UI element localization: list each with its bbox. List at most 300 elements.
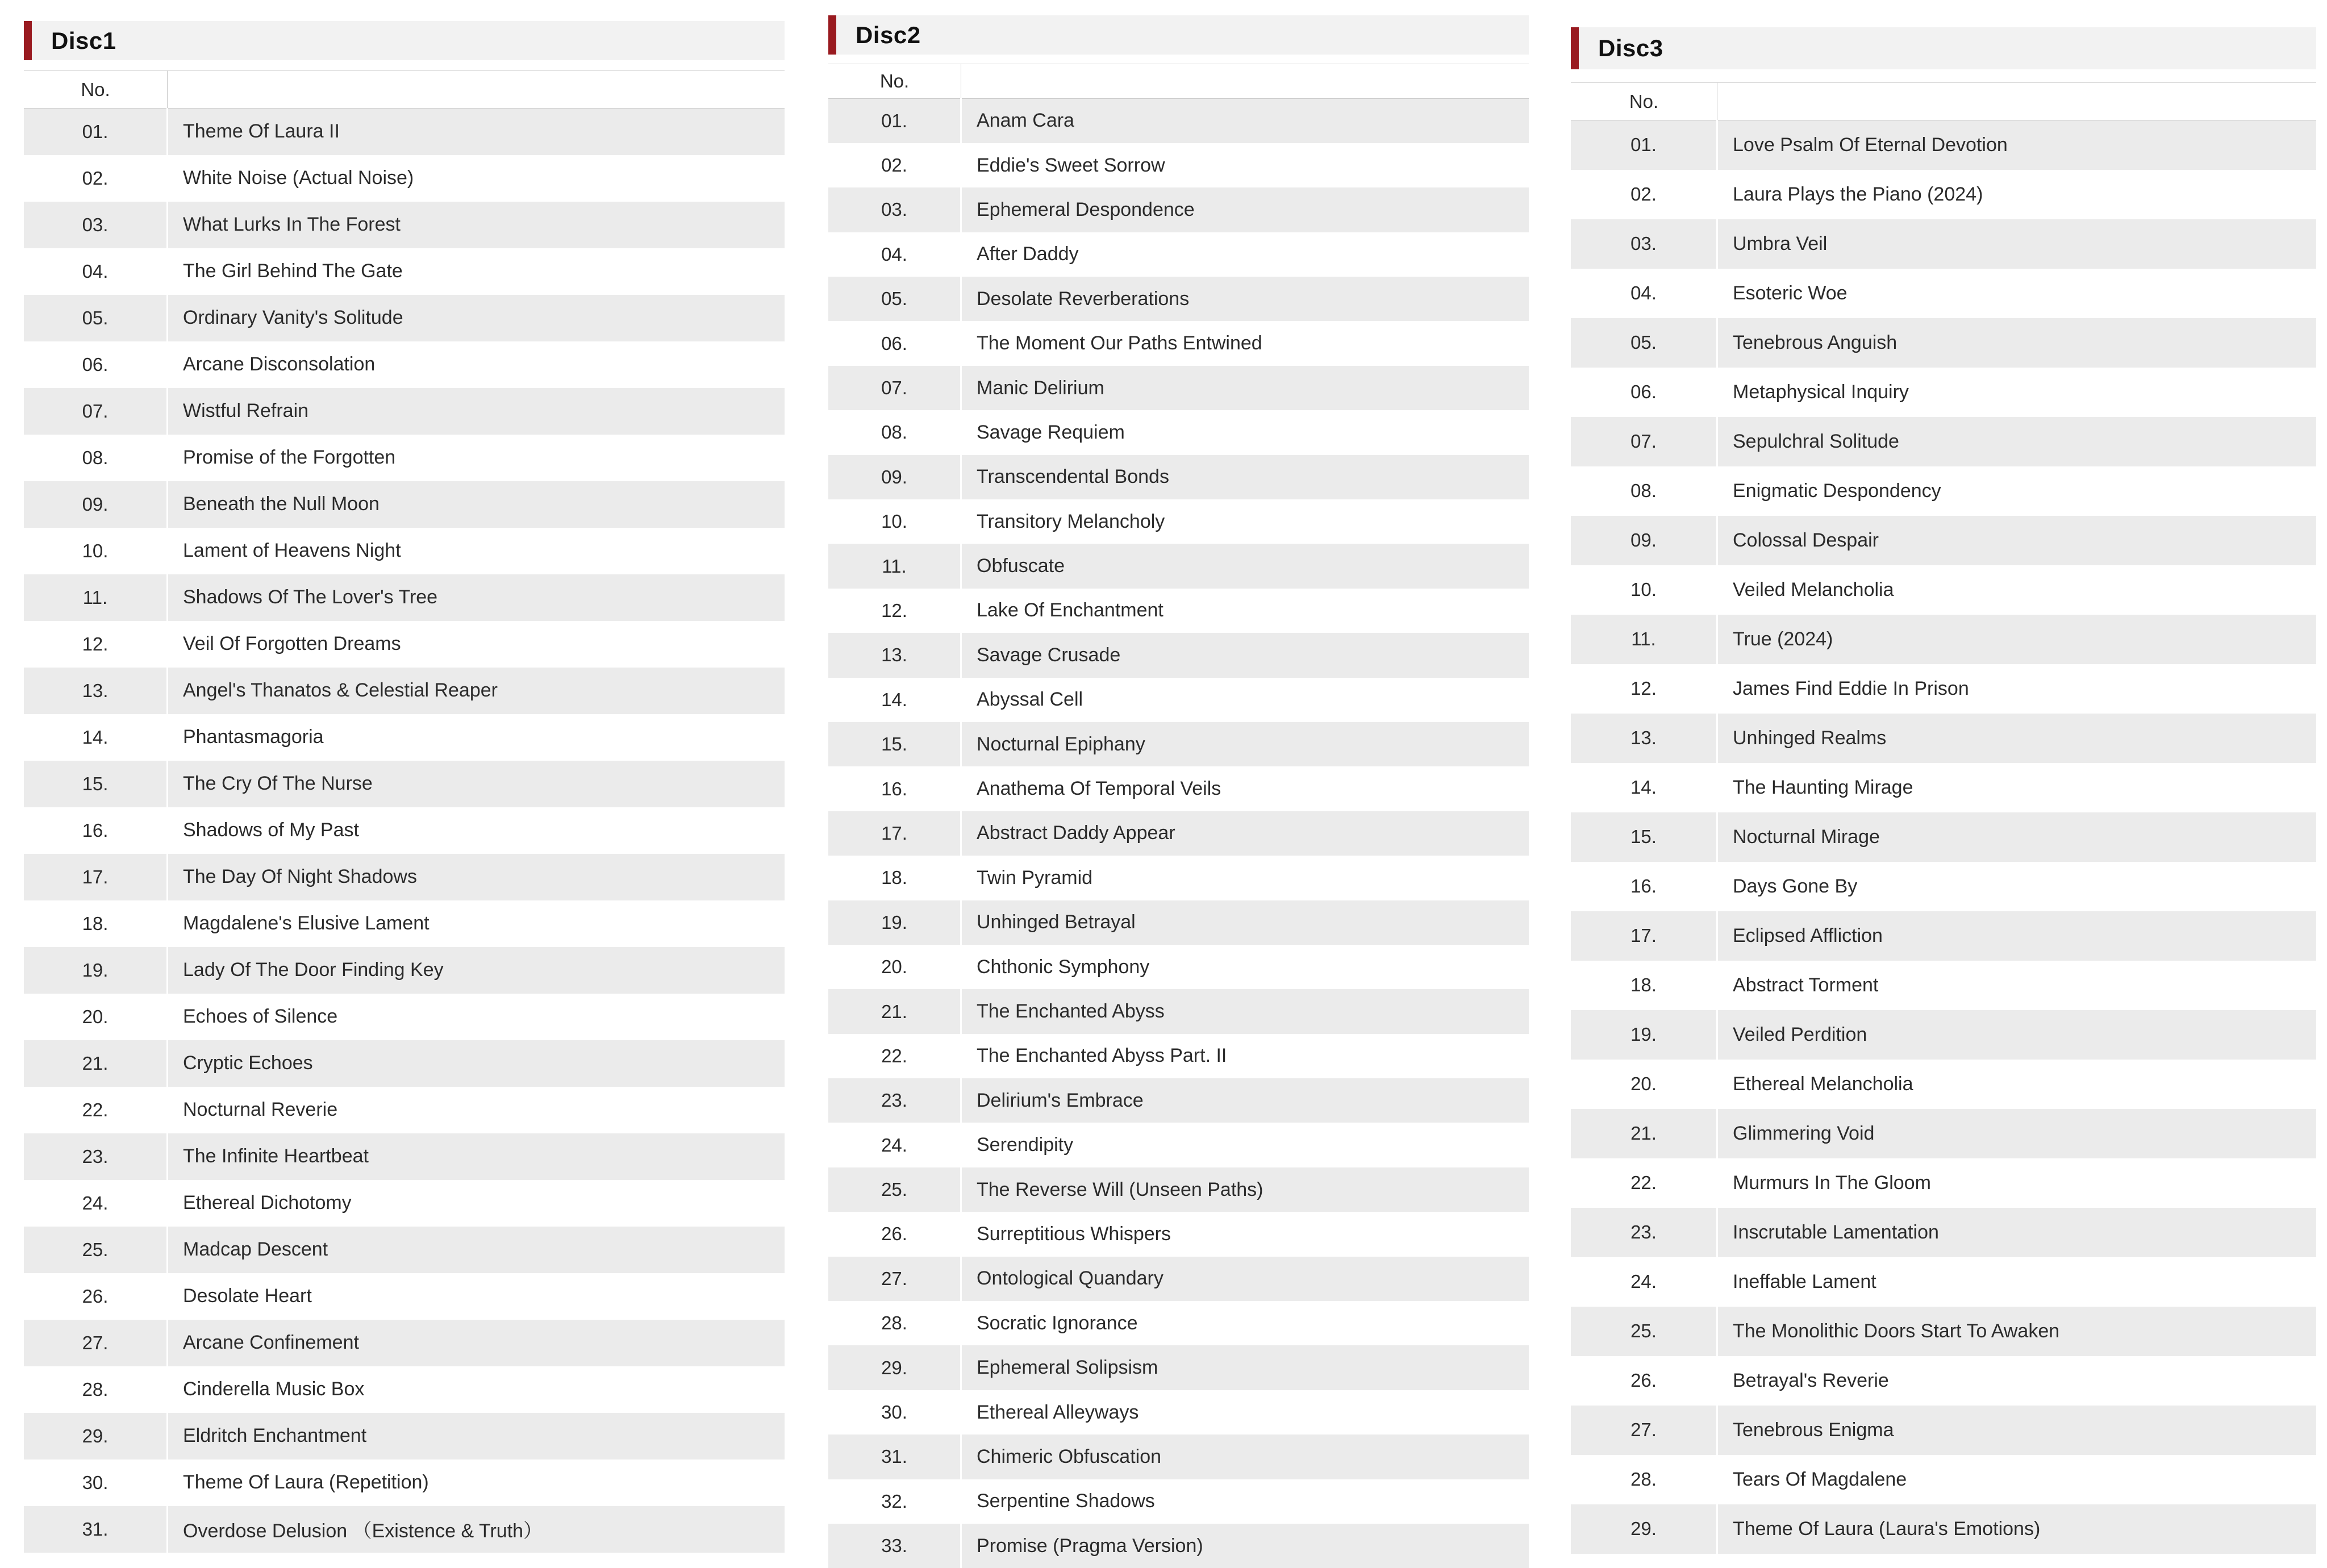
track-row: [1571, 664, 2316, 714]
track-row: [828, 1078, 1529, 1123]
track-number: 06.: [1571, 368, 1717, 417]
track-row: [828, 678, 1529, 722]
disc1-title: Disc1: [51, 27, 116, 55]
track-number: 28.: [828, 1301, 961, 1345]
track-number: 09.: [1571, 516, 1717, 565]
track-row: [1571, 565, 2316, 615]
track-number: 33.: [828, 1524, 961, 1568]
track-title: The Enchanted Abyss: [961, 989, 1529, 1033]
track-title: Ethereal Dichotomy: [168, 1180, 785, 1227]
track-number: 23.: [24, 1133, 168, 1180]
disc2-section: [828, 15, 1529, 1568]
track-row: [24, 1040, 785, 1087]
disc2-tracklist-body: [828, 99, 1529, 1568]
track-number: 04.: [828, 232, 961, 277]
track-title: White Noise (Actual Noise): [168, 155, 785, 202]
track-number: 26.: [24, 1273, 168, 1320]
track-number: 07.: [1571, 417, 1717, 466]
track-row: [24, 435, 785, 481]
track-title: Abstract Daddy Appear: [961, 811, 1529, 856]
track-title: Savage Crusade: [961, 633, 1529, 677]
track-number: 02.: [828, 143, 961, 187]
track-title: Colossal Despair: [1717, 516, 2317, 565]
track-number: 31.: [828, 1434, 961, 1479]
track-number: 27.: [828, 1257, 961, 1301]
track-number: 24.: [1571, 1257, 1717, 1307]
track-title: Unhinged Realms: [1717, 714, 2317, 763]
track-row: [828, 633, 1529, 677]
track-number: 29.: [24, 1413, 168, 1459]
track-row: [1571, 466, 2316, 516]
track-title: The Monolithic Doors Start To Awaken: [1717, 1307, 2317, 1356]
track-row: [24, 621, 785, 668]
track-row: [1571, 1406, 2316, 1455]
track-number: 16.: [24, 807, 168, 854]
track-title: Beneath the Null Moon: [168, 481, 785, 528]
track-title: Love Psalm Of Eternal Devotion: [1717, 120, 2317, 170]
track-title: Sepulchral Solitude: [1717, 417, 2317, 466]
track-title: Socratic Ignorance: [961, 1301, 1529, 1345]
track-number: 22.: [828, 1034, 961, 1078]
track-number: 18.: [1571, 961, 1717, 1010]
track-row: [24, 1180, 785, 1227]
disc3-header: [1571, 27, 2316, 69]
track-title: Theme Of Laura II: [168, 109, 785, 155]
track-title: Theme Of Laura (Laura's Emotions): [1717, 1504, 2317, 1554]
track-row: [828, 589, 1529, 633]
track-number: 21.: [1571, 1109, 1717, 1158]
track-title: Days Gone By: [1717, 862, 2317, 911]
track-row: [1571, 1455, 2316, 1504]
track-number: 07.: [24, 388, 168, 435]
track-title: Eclipsed Affliction: [1717, 911, 2317, 961]
track-number: 18.: [24, 900, 168, 947]
track-title: Veiled Perdition: [1717, 1010, 2317, 1060]
track-title: The Reverse Will (Unseen Paths): [961, 1167, 1529, 1212]
track-title: Eldritch Enchantment: [168, 1413, 785, 1459]
track-row: [1571, 219, 2316, 269]
track-title: Inscrutable Lamentation: [1717, 1208, 2317, 1257]
track-row: [828, 277, 1529, 321]
track-number: 22.: [24, 1087, 168, 1133]
track-row: [1571, 1257, 2316, 1307]
track-title: Abyssal Cell: [961, 678, 1529, 722]
track-row: [24, 248, 785, 295]
track-number: 08.: [24, 435, 168, 481]
track-number: 25.: [24, 1227, 168, 1273]
track-row: [828, 143, 1529, 187]
track-title: Serpentine Shadows: [961, 1479, 1529, 1524]
track-title: Arcane Confinement: [168, 1320, 785, 1366]
track-row: [1571, 812, 2316, 862]
track-row: [828, 1434, 1529, 1479]
track-row: [1571, 763, 2316, 812]
track-number: 17.: [24, 854, 168, 900]
track-row: [24, 714, 785, 761]
track-number: 28.: [24, 1366, 168, 1413]
track-number: 22.: [1571, 1158, 1717, 1208]
track-title: Tenebrous Anguish: [1717, 318, 2317, 368]
track-title: Umbra Veil: [1717, 219, 2317, 269]
track-row: [828, 1301, 1529, 1345]
track-number: 24.: [828, 1123, 961, 1167]
tracklist-header-row: [1571, 83, 2316, 120]
track-number: 11.: [828, 544, 961, 588]
track-title: Eddie's Sweet Sorrow: [961, 143, 1529, 187]
no-column-header: No.: [828, 64, 961, 99]
track-row: [24, 854, 785, 900]
track-title: After Daddy: [961, 232, 1529, 277]
track-title: Anam Cara: [961, 99, 1529, 143]
track-number: 01.: [24, 109, 168, 155]
track-number: 02.: [24, 155, 168, 202]
track-title: Tears Of Magdalene: [1717, 1455, 2317, 1504]
track-row: [828, 410, 1529, 454]
track-title: Nocturnal Epiphany: [961, 722, 1529, 766]
track-number: 03.: [828, 187, 961, 232]
track-title: Ineffable Lament: [1717, 1257, 2317, 1307]
track-title: Abstract Torment: [1717, 961, 2317, 1010]
track-row: [24, 1320, 785, 1366]
track-title: The Haunting Mirage: [1717, 763, 2317, 812]
track-number: 07.: [828, 366, 961, 410]
track-number: 05.: [828, 277, 961, 321]
track-number: 15.: [828, 722, 961, 766]
track-row: [24, 1087, 785, 1133]
track-number: 27.: [24, 1320, 168, 1366]
track-title: Serendipity: [961, 1123, 1529, 1167]
no-column-header: No.: [24, 71, 168, 109]
disc3-section: [1571, 27, 2316, 1554]
track-row: [24, 668, 785, 714]
track-row: [1571, 516, 2316, 565]
track-title: Madcap Descent: [168, 1227, 785, 1273]
track-number: 08.: [828, 410, 961, 454]
track-row: [24, 900, 785, 947]
track-number: 05.: [1571, 318, 1717, 368]
track-number: 19.: [1571, 1010, 1717, 1060]
track-title: Twin Pyramid: [961, 856, 1529, 900]
track-row: [828, 544, 1529, 588]
track-title: Ephemeral Solipsism: [961, 1345, 1529, 1390]
track-title: Shadows of My Past: [168, 807, 785, 854]
track-title: Cinderella Music Box: [168, 1366, 785, 1413]
track-number: 25.: [1571, 1307, 1717, 1356]
track-row: [24, 994, 785, 1040]
track-number: 30.: [828, 1390, 961, 1434]
track-row: [828, 321, 1529, 365]
track-row: [828, 99, 1529, 143]
track-title: The Moment Our Paths Entwined: [961, 321, 1529, 365]
track-title: James Find Eddie In Prison: [1717, 664, 2317, 714]
track-title: Esoteric Woe: [1717, 269, 2317, 318]
track-number: 05.: [24, 295, 168, 341]
track-number: 16.: [828, 766, 961, 811]
track-number: 14.: [1571, 763, 1717, 812]
track-row: [24, 528, 785, 574]
track-row: [828, 187, 1529, 232]
track-title: True (2024): [1717, 615, 2317, 664]
track-number: 12.: [1571, 664, 1717, 714]
track-title: Ontological Quandary: [961, 1257, 1529, 1301]
track-number: 26.: [1571, 1356, 1717, 1406]
track-row: [1571, 862, 2316, 911]
track-number: 06.: [24, 341, 168, 388]
track-title: The Enchanted Abyss Part. II: [961, 1034, 1529, 1078]
track-row: [828, 766, 1529, 811]
track-row: [24, 481, 785, 528]
track-row: [1571, 1010, 2316, 1060]
track-row: [24, 1227, 785, 1273]
track-row: [828, 1524, 1529, 1568]
track-number: 30.: [24, 1459, 168, 1506]
track-title: Lament of Heavens Night: [168, 528, 785, 574]
track-title: Manic Delirium: [961, 366, 1529, 410]
track-row: [1571, 170, 2316, 219]
track-number: 15.: [1571, 812, 1717, 862]
track-number: 02.: [1571, 170, 1717, 219]
track-row: [828, 945, 1529, 989]
track-row: [24, 109, 785, 155]
track-number: 13.: [828, 633, 961, 677]
track-row: [1571, 1356, 2316, 1406]
tracklist-header-row: [24, 71, 785, 109]
track-number: 24.: [24, 1180, 168, 1227]
disc1-section: [24, 21, 785, 1553]
track-number: 10.: [1571, 565, 1717, 615]
track-row: [828, 366, 1529, 410]
track-title: Metaphysical Inquiry: [1717, 368, 2317, 417]
track-title: Echoes of Silence: [168, 994, 785, 1040]
track-number: 20.: [828, 945, 961, 989]
track-number: 23.: [1571, 1208, 1717, 1257]
track-number: 01.: [1571, 120, 1717, 170]
track-title: Chthonic Symphony: [961, 945, 1529, 989]
track-row: [1571, 269, 2316, 318]
track-number: 10.: [828, 499, 961, 544]
track-number: 12.: [828, 589, 961, 633]
track-title: Theme Of Laura (Repetition): [168, 1459, 785, 1506]
track-row: [828, 455, 1529, 499]
track-row: [828, 900, 1529, 945]
track-number: 20.: [24, 994, 168, 1040]
track-row: [24, 761, 785, 807]
track-number: 16.: [1571, 862, 1717, 911]
track-row: [24, 295, 785, 341]
track-row: [24, 155, 785, 202]
track-row: [1571, 714, 2316, 763]
track-number: 11.: [24, 574, 168, 621]
track-number: 01.: [828, 99, 961, 143]
track-number: 29.: [1571, 1504, 1717, 1554]
track-row: [1571, 417, 2316, 466]
track-title: The Infinite Heartbeat: [168, 1133, 785, 1180]
track-number: 15.: [24, 761, 168, 807]
track-row: [24, 202, 785, 248]
track-row: [24, 574, 785, 621]
track-row: [1571, 1158, 2316, 1208]
track-number: 25.: [828, 1167, 961, 1212]
disc3-tracklist-body: [1571, 120, 2316, 1554]
track-row: [24, 1413, 785, 1459]
track-number: 12.: [24, 621, 168, 668]
track-title: The Cry Of The Nurse: [168, 761, 785, 807]
track-row: [1571, 1504, 2316, 1554]
disc3-title: Disc3: [1598, 35, 1663, 62]
track-number: 09.: [24, 481, 168, 528]
track-row: [1571, 318, 2316, 368]
track-title: Transcendental Bonds: [961, 455, 1529, 499]
track-number: 10.: [24, 528, 168, 574]
track-title: Chimeric Obfuscation: [961, 1434, 1529, 1479]
track-title: Transitory Melancholy: [961, 499, 1529, 544]
track-title: Unhinged Betrayal: [961, 900, 1529, 945]
track-number: 14.: [828, 678, 961, 722]
track-number: 31.: [24, 1506, 168, 1553]
track-row: [1571, 961, 2316, 1010]
track-title: Savage Requiem: [961, 410, 1529, 454]
track-title: Ephemeral Despondence: [961, 187, 1529, 232]
title-column-header: [961, 64, 1529, 99]
disc2-header: [828, 15, 1529, 55]
no-column-header: No.: [1571, 83, 1717, 120]
track-title: Nocturnal Mirage: [1717, 812, 2317, 862]
track-number: 18.: [828, 856, 961, 900]
track-title: Desolate Heart: [168, 1273, 785, 1320]
disc1-header: [24, 21, 785, 60]
track-row: [24, 1273, 785, 1320]
track-number: 26.: [828, 1212, 961, 1256]
track-number: 04.: [24, 248, 168, 295]
track-title: Magdalene's Elusive Lament: [168, 900, 785, 947]
track-number: 23.: [828, 1078, 961, 1123]
track-row: [828, 1345, 1529, 1390]
track-number: 08.: [1571, 466, 1717, 516]
track-row: [828, 1257, 1529, 1301]
track-number: 03.: [1571, 219, 1717, 269]
track-number: 17.: [828, 811, 961, 856]
track-row: [1571, 120, 2316, 170]
track-title: Surreptitious Whispers: [961, 1212, 1529, 1256]
track-row: [24, 947, 785, 994]
track-number: 29.: [828, 1345, 961, 1390]
track-row: [828, 1034, 1529, 1078]
track-number: 06.: [828, 321, 961, 365]
track-title: Ethereal Melancholia: [1717, 1060, 2317, 1109]
track-number: 21.: [24, 1040, 168, 1087]
track-row: [24, 1366, 785, 1413]
track-row: [828, 1167, 1529, 1212]
track-title: Shadows Of The Lover's Tree: [168, 574, 785, 621]
track-row: [828, 811, 1529, 856]
track-title: Veil Of Forgotten Dreams: [168, 621, 785, 668]
title-column-header: [168, 71, 785, 109]
track-row: [24, 1506, 785, 1553]
track-row: [828, 499, 1529, 544]
track-number: 11.: [1571, 615, 1717, 664]
track-row: [828, 1479, 1529, 1524]
disc2-title: Disc2: [856, 22, 921, 49]
track-row: [1571, 368, 2316, 417]
track-title: Betrayal's Reverie: [1717, 1356, 2317, 1406]
track-title: Arcane Disconsolation: [168, 341, 785, 388]
track-title: Phantasmagoria: [168, 714, 785, 761]
track-row: [828, 232, 1529, 277]
track-title: Murmurs In The Gloom: [1717, 1158, 2317, 1208]
track-title: Cryptic Echoes: [168, 1040, 785, 1087]
track-row: [24, 388, 785, 435]
track-row: [1571, 911, 2316, 961]
track-number: 20.: [1571, 1060, 1717, 1109]
track-title: Desolate Reverberations: [961, 277, 1529, 321]
track-title: Veiled Melancholia: [1717, 565, 2317, 615]
tracklist-header-row: [828, 64, 1529, 99]
track-number: 27.: [1571, 1406, 1717, 1455]
track-title: The Girl Behind The Gate: [168, 248, 785, 295]
disc1-tracklist-body: [24, 109, 785, 1553]
track-title: Promise of the Forgotten: [168, 435, 785, 481]
track-title: Delirium's Embrace: [961, 1078, 1529, 1123]
track-title: Lady Of The Door Finding Key: [168, 947, 785, 994]
track-row: [24, 807, 785, 854]
track-row: [1571, 1060, 2316, 1109]
track-title: Promise (Pragma Version): [961, 1524, 1529, 1568]
track-title: What Lurks In The Forest: [168, 202, 785, 248]
track-row: [828, 722, 1529, 766]
track-title: The Day Of Night Shadows: [168, 854, 785, 900]
track-number: 13.: [24, 668, 168, 714]
track-title: Tenebrous Enigma: [1717, 1406, 2317, 1455]
track-number: 04.: [1571, 269, 1717, 318]
track-row: [24, 1459, 785, 1506]
track-row: [828, 856, 1529, 900]
disc2-tracklist-table: [828, 64, 1529, 1568]
track-title: Enigmatic Despondency: [1717, 466, 2317, 516]
track-row: [1571, 1208, 2316, 1257]
track-title: Ordinary Vanity's Solitude: [168, 295, 785, 341]
track-row: [1571, 1307, 2316, 1356]
track-row: [24, 341, 785, 388]
track-title: Lake Of Enchantment: [961, 589, 1529, 633]
track-number: 14.: [24, 714, 168, 761]
track-title: Obfuscate: [961, 544, 1529, 588]
track-row: [828, 1390, 1529, 1434]
track-title: Angel's Thanatos & Celestial Reaper: [168, 668, 785, 714]
track-row: [828, 989, 1529, 1033]
track-number: 28.: [1571, 1455, 1717, 1504]
track-title: Nocturnal Reverie: [168, 1087, 785, 1133]
track-number: 21.: [828, 989, 961, 1033]
track-number: 09.: [828, 455, 961, 499]
track-row: [828, 1123, 1529, 1167]
track-row: [1571, 615, 2316, 664]
track-title: Overdose Delusion （Existence & Truth）: [168, 1506, 785, 1553]
track-title: Wistful Refrain: [168, 388, 785, 435]
track-number: 17.: [1571, 911, 1717, 961]
disc3-tracklist-table: [1571, 82, 2316, 1554]
track-number: 13.: [1571, 714, 1717, 763]
track-number: 19.: [828, 900, 961, 945]
track-number: 03.: [24, 202, 168, 248]
track-number: 32.: [828, 1479, 961, 1524]
track-title: Glimmering Void: [1717, 1109, 2317, 1158]
track-row: [1571, 1109, 2316, 1158]
track-row: [828, 1212, 1529, 1256]
track-number: 19.: [24, 947, 168, 994]
track-title: Laura Plays the Piano (2024): [1717, 170, 2317, 219]
title-column-header: [1717, 83, 2317, 120]
track-title: Anathema Of Temporal Veils: [961, 766, 1529, 811]
